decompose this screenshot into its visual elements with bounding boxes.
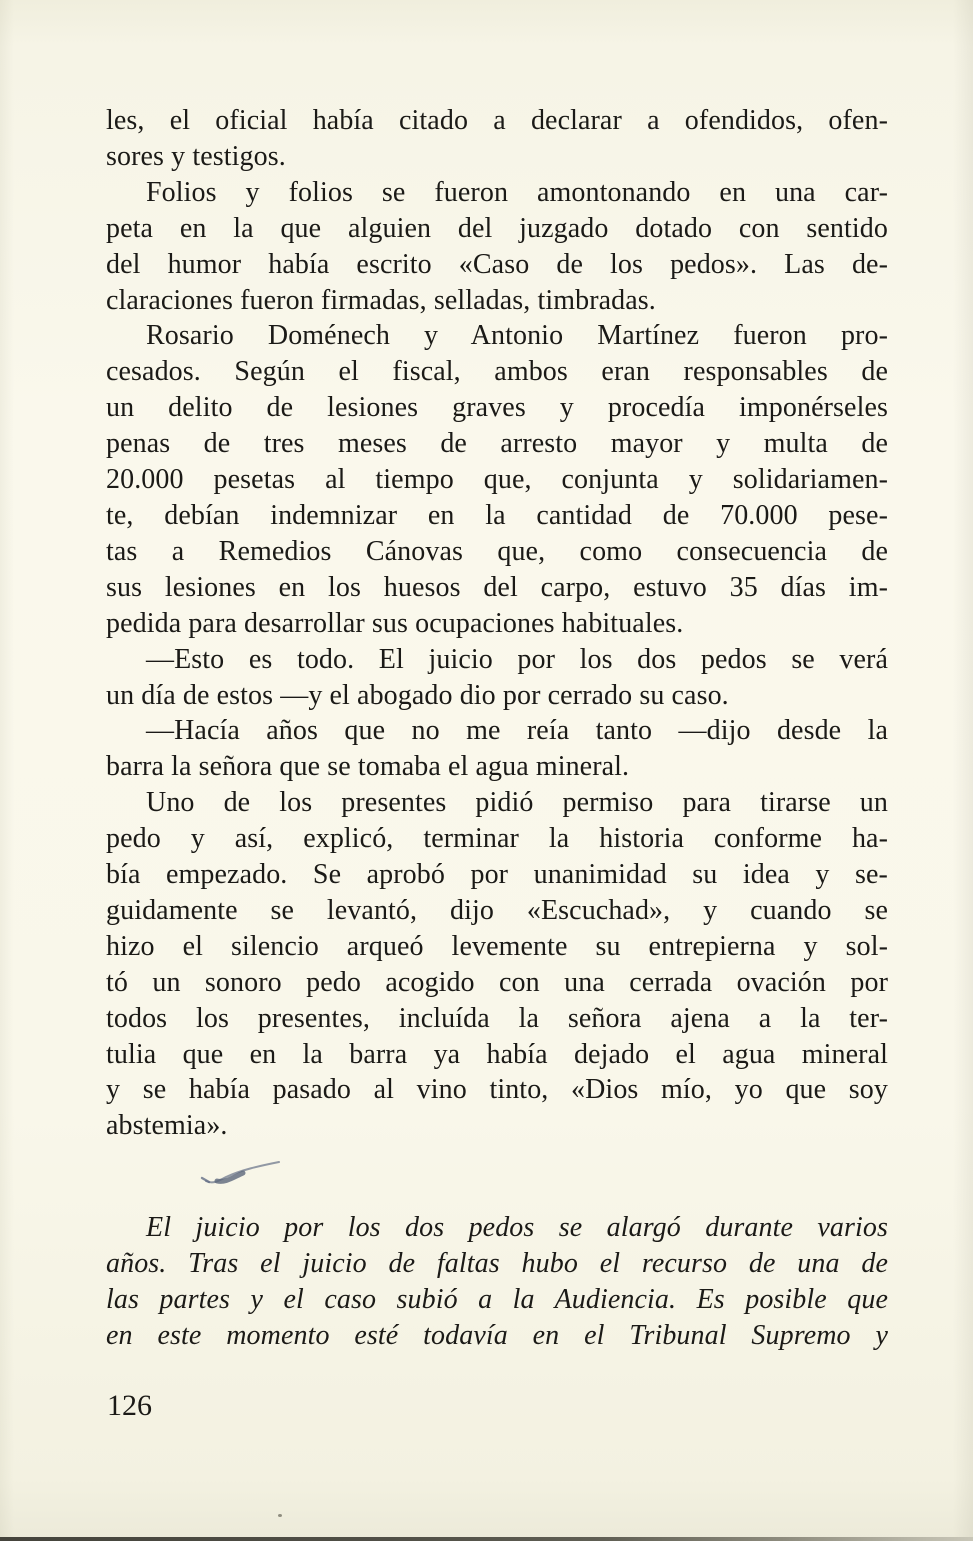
text-line: les, el oficial había citado a declarar a ofendidos, ofen-: [106, 105, 888, 136]
text-line: Uno de los presentes pidió permiso para tirarse un: [146, 787, 888, 819]
text-line: cesados. Según el fiscal, ambos eran responsables de: [106, 356, 888, 388]
page-right-edge-shading: [953, 0, 973, 1541]
paragraph-epilogue-italic: [106, 1210, 888, 1354]
paragraph-folios: [106, 175, 888, 319]
paragraph-procesados: [106, 318, 888, 641]
text-line: tulia que en la barra ya había dejado el agua mineral: [106, 1038, 888, 1070]
text-line: peta en la que alguien del juzgado dotado con sentido: [106, 212, 888, 244]
ink-smudge: [199, 1156, 287, 1190]
scan-edge-shadow: [0, 1537, 973, 1541]
text-line: —Esto es todo. El juicio por los dos pedos se verá: [146, 643, 888, 675]
text-line: tas a Remedios Cánovas que, como consecuencia de: [106, 535, 888, 567]
text-line: barra la señora que se tomaba el agua mineral.: [106, 751, 630, 783]
paragraph-esto-es-todo: [106, 642, 888, 714]
text-line: sus lesiones en los huesos del carpo, estuvo 35 días im-: [106, 571, 888, 603]
text-line: 20.000 pesetas al tiempo que, conjunta y solidariamen-: [106, 464, 888, 496]
text-line: pedida para desarrollar sus ocupaciones habituales.: [106, 607, 684, 639]
paragraph-hacia-anos: [106, 713, 888, 785]
page-left-edge-shading: [0, 0, 14, 1541]
text-line: penas de tres meses de arresto mayor y multa de: [106, 428, 888, 460]
text-line: pedo y así, explicó, terminar la historia conforme ha-: [106, 823, 888, 855]
text-line: te, debían indemnizar en la cantidad de 70.000 pese-: [106, 499, 888, 531]
text-line: sores y testigos.: [106, 140, 286, 172]
text-line: un delito de lesiones graves y procedía imponérseles: [106, 392, 888, 424]
text-line: un día de estos —y el abogado dio por cerrado su caso.: [106, 679, 729, 711]
text-line: años. Tras el juicio de faltas hubo el recurso de una de: [106, 1248, 888, 1280]
text-line: bía empezado. Se aprobó por unanimidad su idea y se-: [106, 859, 888, 891]
text-line: Folios y folios se fueron amontonando en una car-: [146, 176, 888, 208]
text-line: y se había pasado al vino tinto, «Dios mío, yo que soy: [106, 1074, 888, 1106]
text-line: claraciones fueron firmadas, selladas, timbradas.: [106, 284, 656, 316]
text-line: en este momento esté todavía en el Tribunal Supremo y: [106, 1320, 888, 1351]
text-line: guidamente se levantó, dijo «Escuchad», y cuando se: [106, 894, 888, 926]
text-line: —Hacía años que no me reía tanto —dijo desde la: [146, 715, 888, 747]
text-line: del humor había escrito «Caso de los pedos». Las de-: [106, 248, 888, 280]
paragraph-continuation: [106, 103, 888, 175]
text-line: abstemia».: [106, 1110, 228, 1142]
text-line: todos los presentes, incluída la señora ajena a la ter-: [106, 1002, 888, 1034]
page-number: 126: [107, 1389, 152, 1422]
text-line: Rosario Doménech y Antonio Martínez fueron pro-: [146, 320, 888, 352]
text-line: El juicio por los dos pedos se alargó durante varios: [146, 1212, 888, 1244]
paper-speck: [278, 1514, 282, 1517]
text-line: hizo el silencio arqueó levemente su entrepierna y sol-: [106, 930, 888, 962]
paragraph-uno-de-los-presentes: [106, 785, 888, 1144]
text-line: tó un sonoro pedo acogido con una cerrada ovación por: [106, 966, 888, 998]
text-line: las partes y el caso subió a la Audiencia. Es posible que: [106, 1284, 888, 1316]
